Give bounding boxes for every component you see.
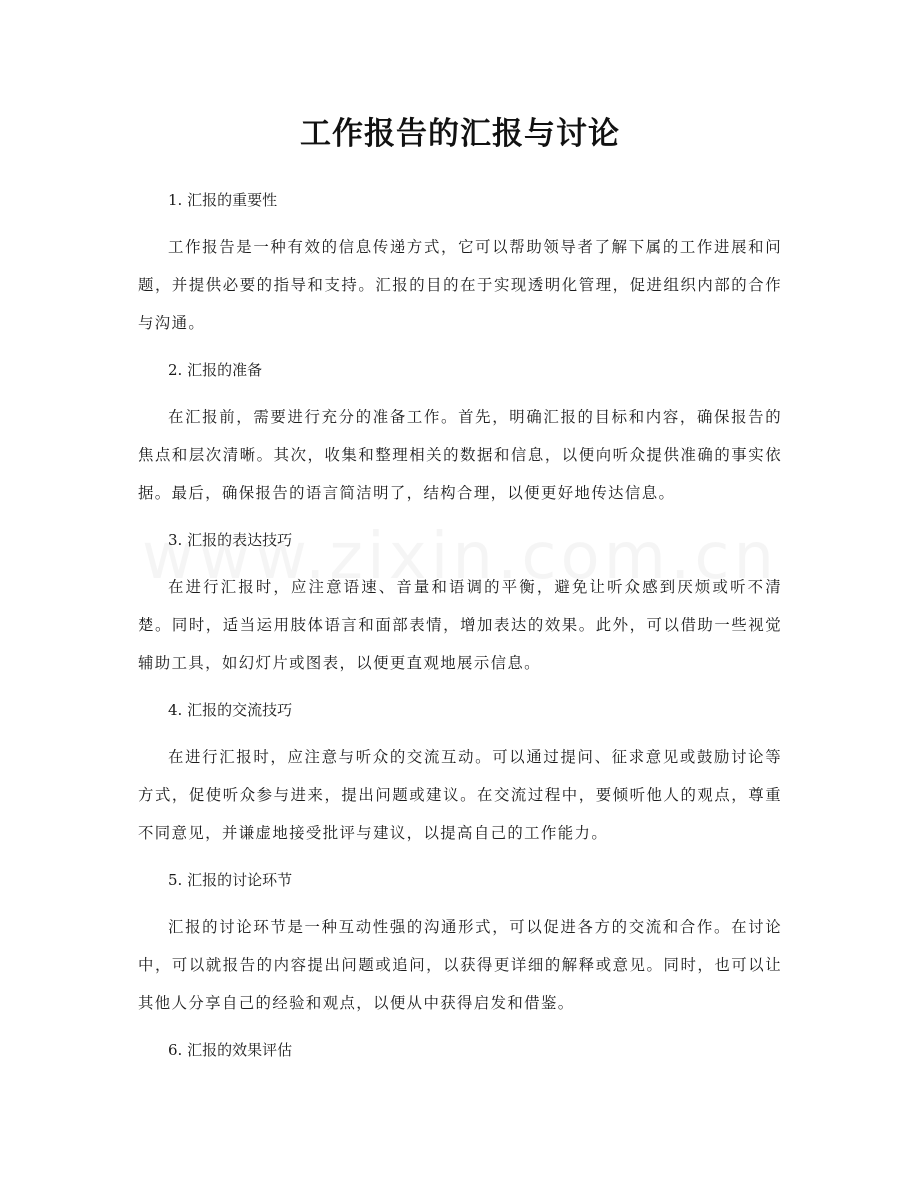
section-heading: 1. 汇报的重要性 xyxy=(168,191,278,209)
document-body xyxy=(138,186,782,1064)
section-heading: 4. 汇报的交流技巧 xyxy=(168,701,293,719)
document-title: 工作报告的汇报与讨论 xyxy=(300,116,620,152)
section-paragraph: 在进行汇报时，应注意与听众的交流互动。可以通过提问、征求意见或鼓励讨论等方式，促使听众参与进来，提出问题或建议。在交流过程中，要倾听他人的观点，尊重不同意见，并谦虚地接受批评与建议，以提高自己的工作能力。 xyxy=(138,748,782,842)
section-4 xyxy=(138,696,782,866)
section-paragraph: 工作报告是一种有效的信息传递方式，它可以帮助领导者了解下属的工作进展和问题，并提供必要的指导和支持。汇报的目的在于实现透明化管理，促进组织内部的合作与沟通。 xyxy=(138,238,782,332)
section-2 xyxy=(138,356,782,526)
section-heading: 2. 汇报的准备 xyxy=(168,361,263,379)
section-paragraph: 在进行汇报时，应注意语速、音量和语调的平衡，避免让听众感到厌烦或听不清楚。同时，适当运用肢体语言和面部表情，增加表达的效果。此外，可以借助一些视觉辅助工具，如幻灯片或图表，以便更直观地展示信息。 xyxy=(138,578,782,672)
section-heading: 5. 汇报的讨论环节 xyxy=(168,871,293,889)
section-heading: 3. 汇报的表达技巧 xyxy=(168,531,293,549)
section-6 xyxy=(138,1036,782,1064)
section-paragraph: 在汇报前，需要进行充分的准备工作。首先，明确汇报的目标和内容，确保报告的焦点和层次清晰。其次，收集和整理相关的数据和信息，以便向听众提供准确的事实依据。最后，确保报告的语言简洁明了，结构合理，以便更好地传达信息。 xyxy=(138,408,782,502)
section-heading: 6. 汇报的效果评估 xyxy=(168,1041,293,1059)
section-5 xyxy=(138,866,782,1036)
section-3 xyxy=(138,526,782,696)
section-paragraph: 汇报的讨论环节是一种互动性强的沟通形式，可以促进各方的交流和合作。在讨论中，可以就报告的内容提出问题或追问，以获得更详细的解释或意见。同时，也可以让其他人分享自己的经验和观点，以便从中获得启发和借鉴。 xyxy=(138,918,782,1012)
section-1 xyxy=(138,186,782,356)
